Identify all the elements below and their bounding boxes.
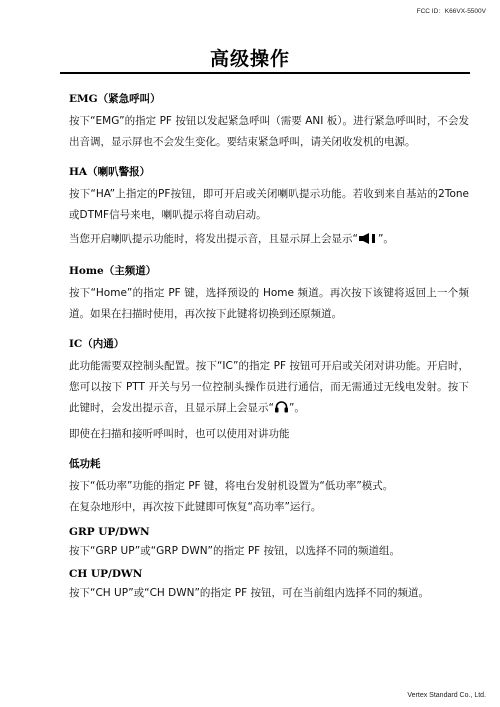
title-underline (60, 72, 470, 74)
section-emg (69, 92, 469, 153)
text: ”。 (288, 402, 305, 414)
text: ”。 (377, 233, 394, 245)
paragraph: 按下“EMG”的指定 PF 按钮以发起紧急呼叫（需要 ANI 板）。进行紧急呼叫时，不会发出音调，显示屏也不会发生变化。要结束紧急呼叫，请关闭收发机的电源。 (69, 115, 469, 148)
document-body (69, 92, 469, 607)
section-home (69, 264, 469, 325)
paragraph: 按下“CH UP”或“CH DWN”的指定 PF 按钮，可在当前组内选择不同的频道。 (69, 587, 429, 599)
section-ch-up-dwn (69, 567, 469, 604)
headset-icon (275, 400, 288, 421)
page-title: 高级操作 (209, 48, 290, 70)
paragraph-with-icon (69, 356, 469, 421)
paragraph: 按下“低功率”功能的指定 PF 键，将电台发射机设置为“低功率”模式。 (69, 480, 394, 492)
section-heading: EMG（紧急呼叫） (69, 93, 161, 105)
section-heading: IC（内通） (69, 338, 125, 350)
fcc-id: FCC ID：K66VX-5500V (416, 8, 486, 15)
text: 当您开启喇叭提示功能时，将发出提示音，且显示屏上会显示“ (69, 233, 358, 245)
section-heading: CH UP/DWN (69, 568, 143, 580)
text: 此功能需要双控制头配置。按下“IC”的指定 PF 按钮可开启或关闭对讲功能。开启时，您可以按下 PTT 开关与另一位控制头操作员进行通信，而无需通过无线电发射。按下此键时，会发出提示音，且显示屏上会显示“ (69, 360, 469, 414)
paragraph: 按下“HA”上指定的PF按钮，即可开启或关闭喇叭提示功能。若收到来自基站的2Tone或DTMF信号来电，喇叭提示将自动启动。 (69, 188, 469, 221)
footer-company: Vertex Standard Co., Ltd. (407, 692, 486, 699)
section-heading: HA（喇叭警报） (69, 166, 151, 178)
section-ha (69, 165, 469, 252)
paragraph: 在复杂地形中，再次按下此键即可恢复“高功率”运行。 (69, 501, 322, 513)
section-heading: 低功耗 (69, 458, 101, 470)
section-heading: GRP UP/DWN (69, 526, 150, 538)
paragraph: 按下“GRP UP”或“GRP DWN”的指定 PF 按钮，以选择不同的频道组。 (69, 545, 401, 557)
paragraph: 即使在扫描和接听呼叫时，也可以使用对讲功能 (69, 428, 290, 440)
section-heading: Home（主频道） (69, 265, 157, 277)
paragraph-with-icon (69, 229, 469, 252)
horn-icon (359, 231, 377, 252)
section-low-power (69, 457, 469, 518)
section-grp-up-dwn (69, 525, 469, 562)
paragraph: 按下“Home”的指定 PF 键，选择预设的 Home 频道。再次按下该键将返回上一个频道。如果在扫描时使用，再次按下此键将切换到还原频道。 (69, 287, 469, 320)
section-ic (69, 337, 469, 445)
